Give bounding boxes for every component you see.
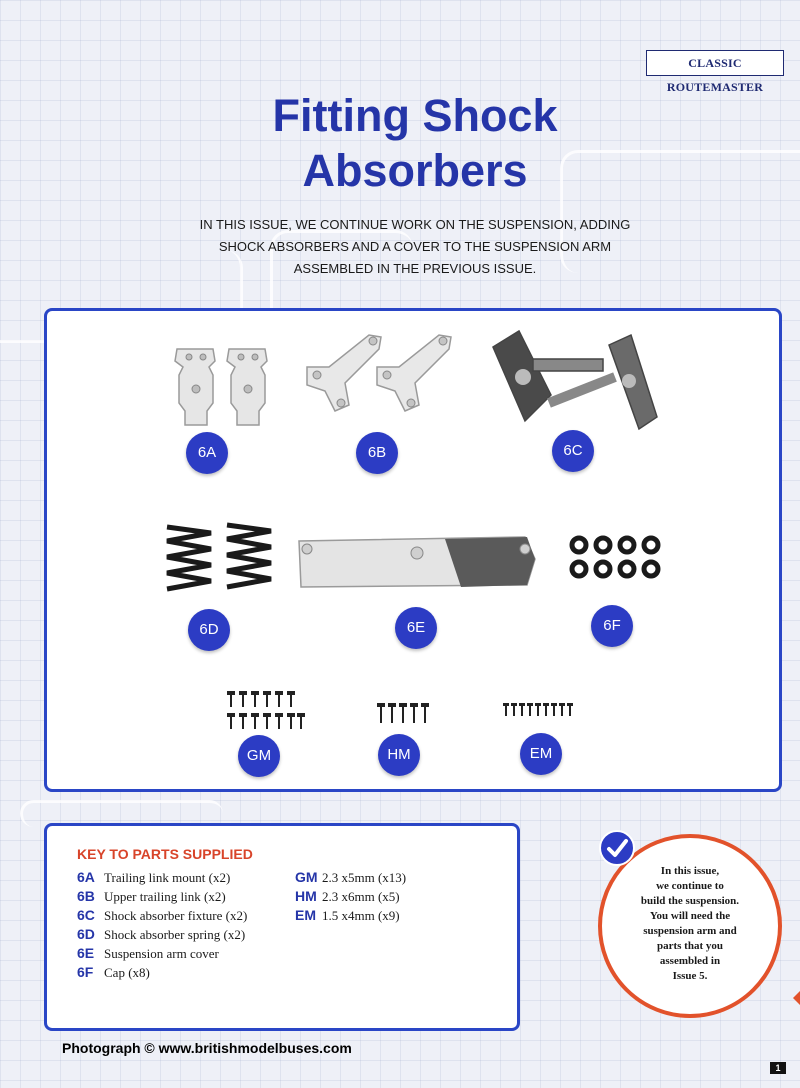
page-title xyxy=(0,88,800,198)
intro-text xyxy=(150,214,680,280)
key-desc: 2.3 x6mm (x5) xyxy=(322,889,400,904)
note-line: assembled in xyxy=(659,955,721,967)
page-edge-tab xyxy=(793,990,800,1006)
part-gm-image xyxy=(225,689,307,733)
key-code: HM xyxy=(295,888,317,904)
intro-line: SHOCK ABSORBERS AND A COVER TO THE SUSPENSION ARM xyxy=(218,239,612,254)
key-desc: Shock absorber fixture (x2) xyxy=(104,908,248,923)
parts-panel xyxy=(44,308,782,792)
key-code: 6A xyxy=(77,869,95,885)
badge-6d: 6D xyxy=(188,609,230,651)
key-desc: Cap (x8) xyxy=(104,965,150,980)
page-number: 1 xyxy=(770,1062,786,1074)
note-line: build the suspension. xyxy=(640,895,740,907)
part-6f-image xyxy=(567,533,667,583)
key-code: 6D xyxy=(77,926,95,942)
note-text xyxy=(624,864,756,984)
key-column-right xyxy=(295,868,406,925)
key-row xyxy=(77,906,247,925)
badge-6f: 6F xyxy=(591,605,633,647)
part-6a-image xyxy=(167,341,277,431)
key-row xyxy=(77,925,247,944)
key-desc: Upper trailing link (x2) xyxy=(104,889,226,904)
title-line: Absorbers xyxy=(302,145,528,196)
key-row xyxy=(295,887,406,906)
note-line: In this issue, xyxy=(660,865,720,877)
key-row xyxy=(77,887,247,906)
badge-6e: 6E xyxy=(395,607,437,649)
key-code: 6B xyxy=(77,888,95,904)
key-code: EM xyxy=(295,907,316,923)
note-line: parts that you xyxy=(656,940,723,952)
key-row xyxy=(295,868,406,887)
part-6e-image xyxy=(295,529,539,593)
key-column-left xyxy=(77,868,247,982)
intro-line: ASSEMBLED IN THE PREVIOUS ISSUE. xyxy=(293,261,537,276)
key-code: 6C xyxy=(77,907,95,923)
note-line: You will need the xyxy=(649,910,731,922)
key-desc: Shock absorber spring (x2) xyxy=(104,927,246,942)
intro-line: IN THIS ISSUE, WE CONTINUE WORK ON THE SUSPENSION, ADDING xyxy=(199,217,631,232)
badge-6c: 6C xyxy=(552,430,594,472)
part-em-image xyxy=(502,701,578,719)
part-hm-image xyxy=(375,701,431,725)
series-tag: CLASSIC ROUTEMASTER xyxy=(646,50,784,76)
checkmark-icon xyxy=(599,830,635,866)
key-heading: KEY TO PARTS SUPPLIED xyxy=(77,846,253,862)
key-code: 6F xyxy=(77,964,94,980)
key-desc: 2.3 x5mm (x13) xyxy=(322,870,407,885)
note-line: suspension arm and xyxy=(643,925,737,937)
key-desc: 1.5 x4mm (x9) xyxy=(322,908,400,923)
badge-gm: GM xyxy=(238,735,280,777)
note-line: we continue to xyxy=(656,880,724,892)
key-desc: Trailing link mount (x2) xyxy=(104,870,231,885)
key-row xyxy=(295,906,406,925)
key-code: GM xyxy=(295,869,318,885)
key-code: 6E xyxy=(77,945,95,961)
title-line: Fitting Shock xyxy=(272,90,558,141)
photo-credit: Photograph © www.britishmodelbuses.com xyxy=(62,1040,352,1056)
key-panel xyxy=(44,823,520,1031)
key-row xyxy=(77,868,247,887)
part-6d-image xyxy=(159,519,289,599)
badge-6a: 6A xyxy=(186,432,228,474)
key-desc: Suspension arm cover xyxy=(104,946,219,961)
key-row xyxy=(77,944,247,963)
key-row xyxy=(77,963,247,982)
badge-6b: 6B xyxy=(356,432,398,474)
part-6b-image xyxy=(299,325,459,425)
badge-hm: HM xyxy=(378,734,420,776)
note-line: Issue 5. xyxy=(672,970,708,982)
badge-em: EM xyxy=(520,733,562,775)
part-6c-image xyxy=(489,325,669,435)
